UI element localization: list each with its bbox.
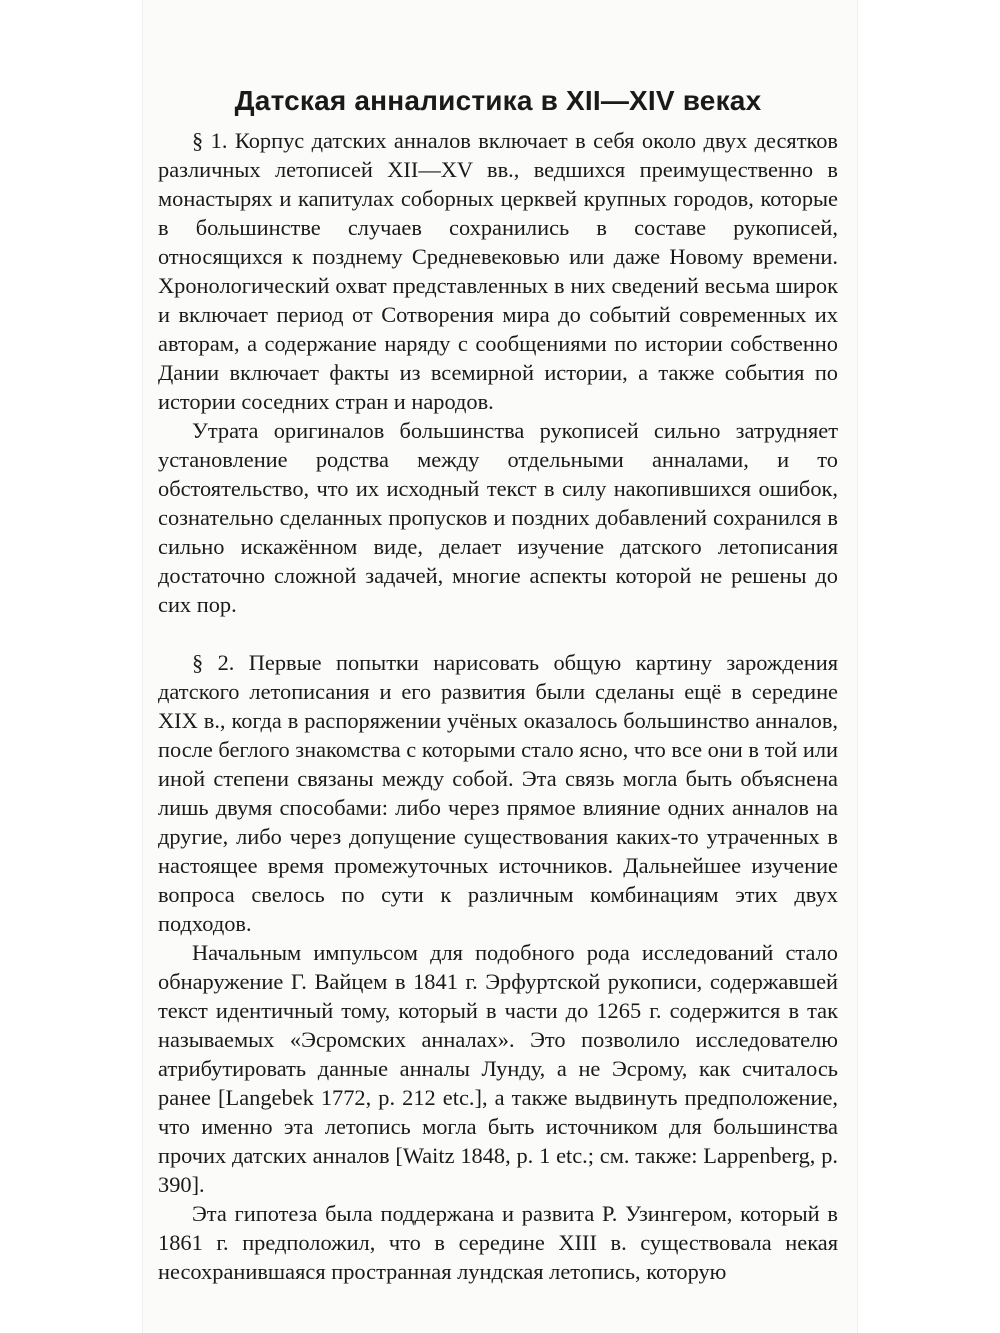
paragraph-5: Эта гипотеза была поддержана и развита Р. Узингером, который в 1861 г. предположил, что в середине XIII в. существовала некая несохранившаяся пространная лундская летопись, которую bbox=[158, 1201, 838, 1284]
chapter-title: Датская анналистика в XII—XIV веках bbox=[234, 85, 762, 116]
paragraph-1: § 1. Корпус датских анналов включает в себя около двух десятков различных летописей XII—XV вв., ведшихся преимущественно в монастырях и капитулах соборных церквей крупных городов, которые в большинстве случаев сохранились в составе рукописей, относящихся к позднему Средневековью или даже Новому времени. Хронологический охват представленных в них сведений весьма широк и включает период от Сотворения мира до событий современных их авторам, а содержание наряду с сообщениями по истории собственно Дании включает факты из всемирной истории, а также события по истории соседних стран и народов. bbox=[158, 128, 838, 414]
page-content bbox=[158, 84, 838, 1286]
paragraph-4: Начальным импульсом для подобного рода исследований стало обнаружение Г. Вайцем в 1841 г. Эрфуртской рукописи, содержавшей текст идентичный тому, который в части до 1265 г. содержится в так называемых «Эсромских анналах». Это позволило исследователю атрибутировать данные анналы Лунду, а не Эсрому, как считалось ранее [Langebek 1772, p. 212 etc.], а также выдвинуть предположение, что именно эта летопись могла быть источником для большинства прочих датских анналов [Waitz 1848, p. 1 etc.; см. также: Lappenberg, p. 390]. bbox=[158, 940, 838, 1197]
paragraph-2: Утрата оригиналов большинства рукописей сильно затрудняет установление родства между отдельными анналами, и то обстоятельство, что их исходный текст в силу накопившихся ошибок, сознательно сделанных пропусков и поздних добавлений сохранился в сильно искажённом виде, делает изучение датского летописания достаточно сложной задачей, многие аспекты которой не решены до сих пор. bbox=[158, 418, 838, 617]
paragraph-3: § 2. Первые попытки нарисовать общую картину зарождения датского летописания и его развития были сделаны ещё в середине XIX в., когда в распоряжении учёных оказалось большинство анналов, после беглого знакомства с которыми стало ясно, что все они в той или иной степени связаны между собой. Эта связь могла быть объяснена лишь двумя способами: либо через прямое влияние одних анналов на другие, либо через допущение существования каких-то утраченных в настоящее время промежуточных источников. Дальнейшее изучение вопроса свелось по сути к различным комбинациям этих двух подходов. bbox=[158, 650, 838, 936]
